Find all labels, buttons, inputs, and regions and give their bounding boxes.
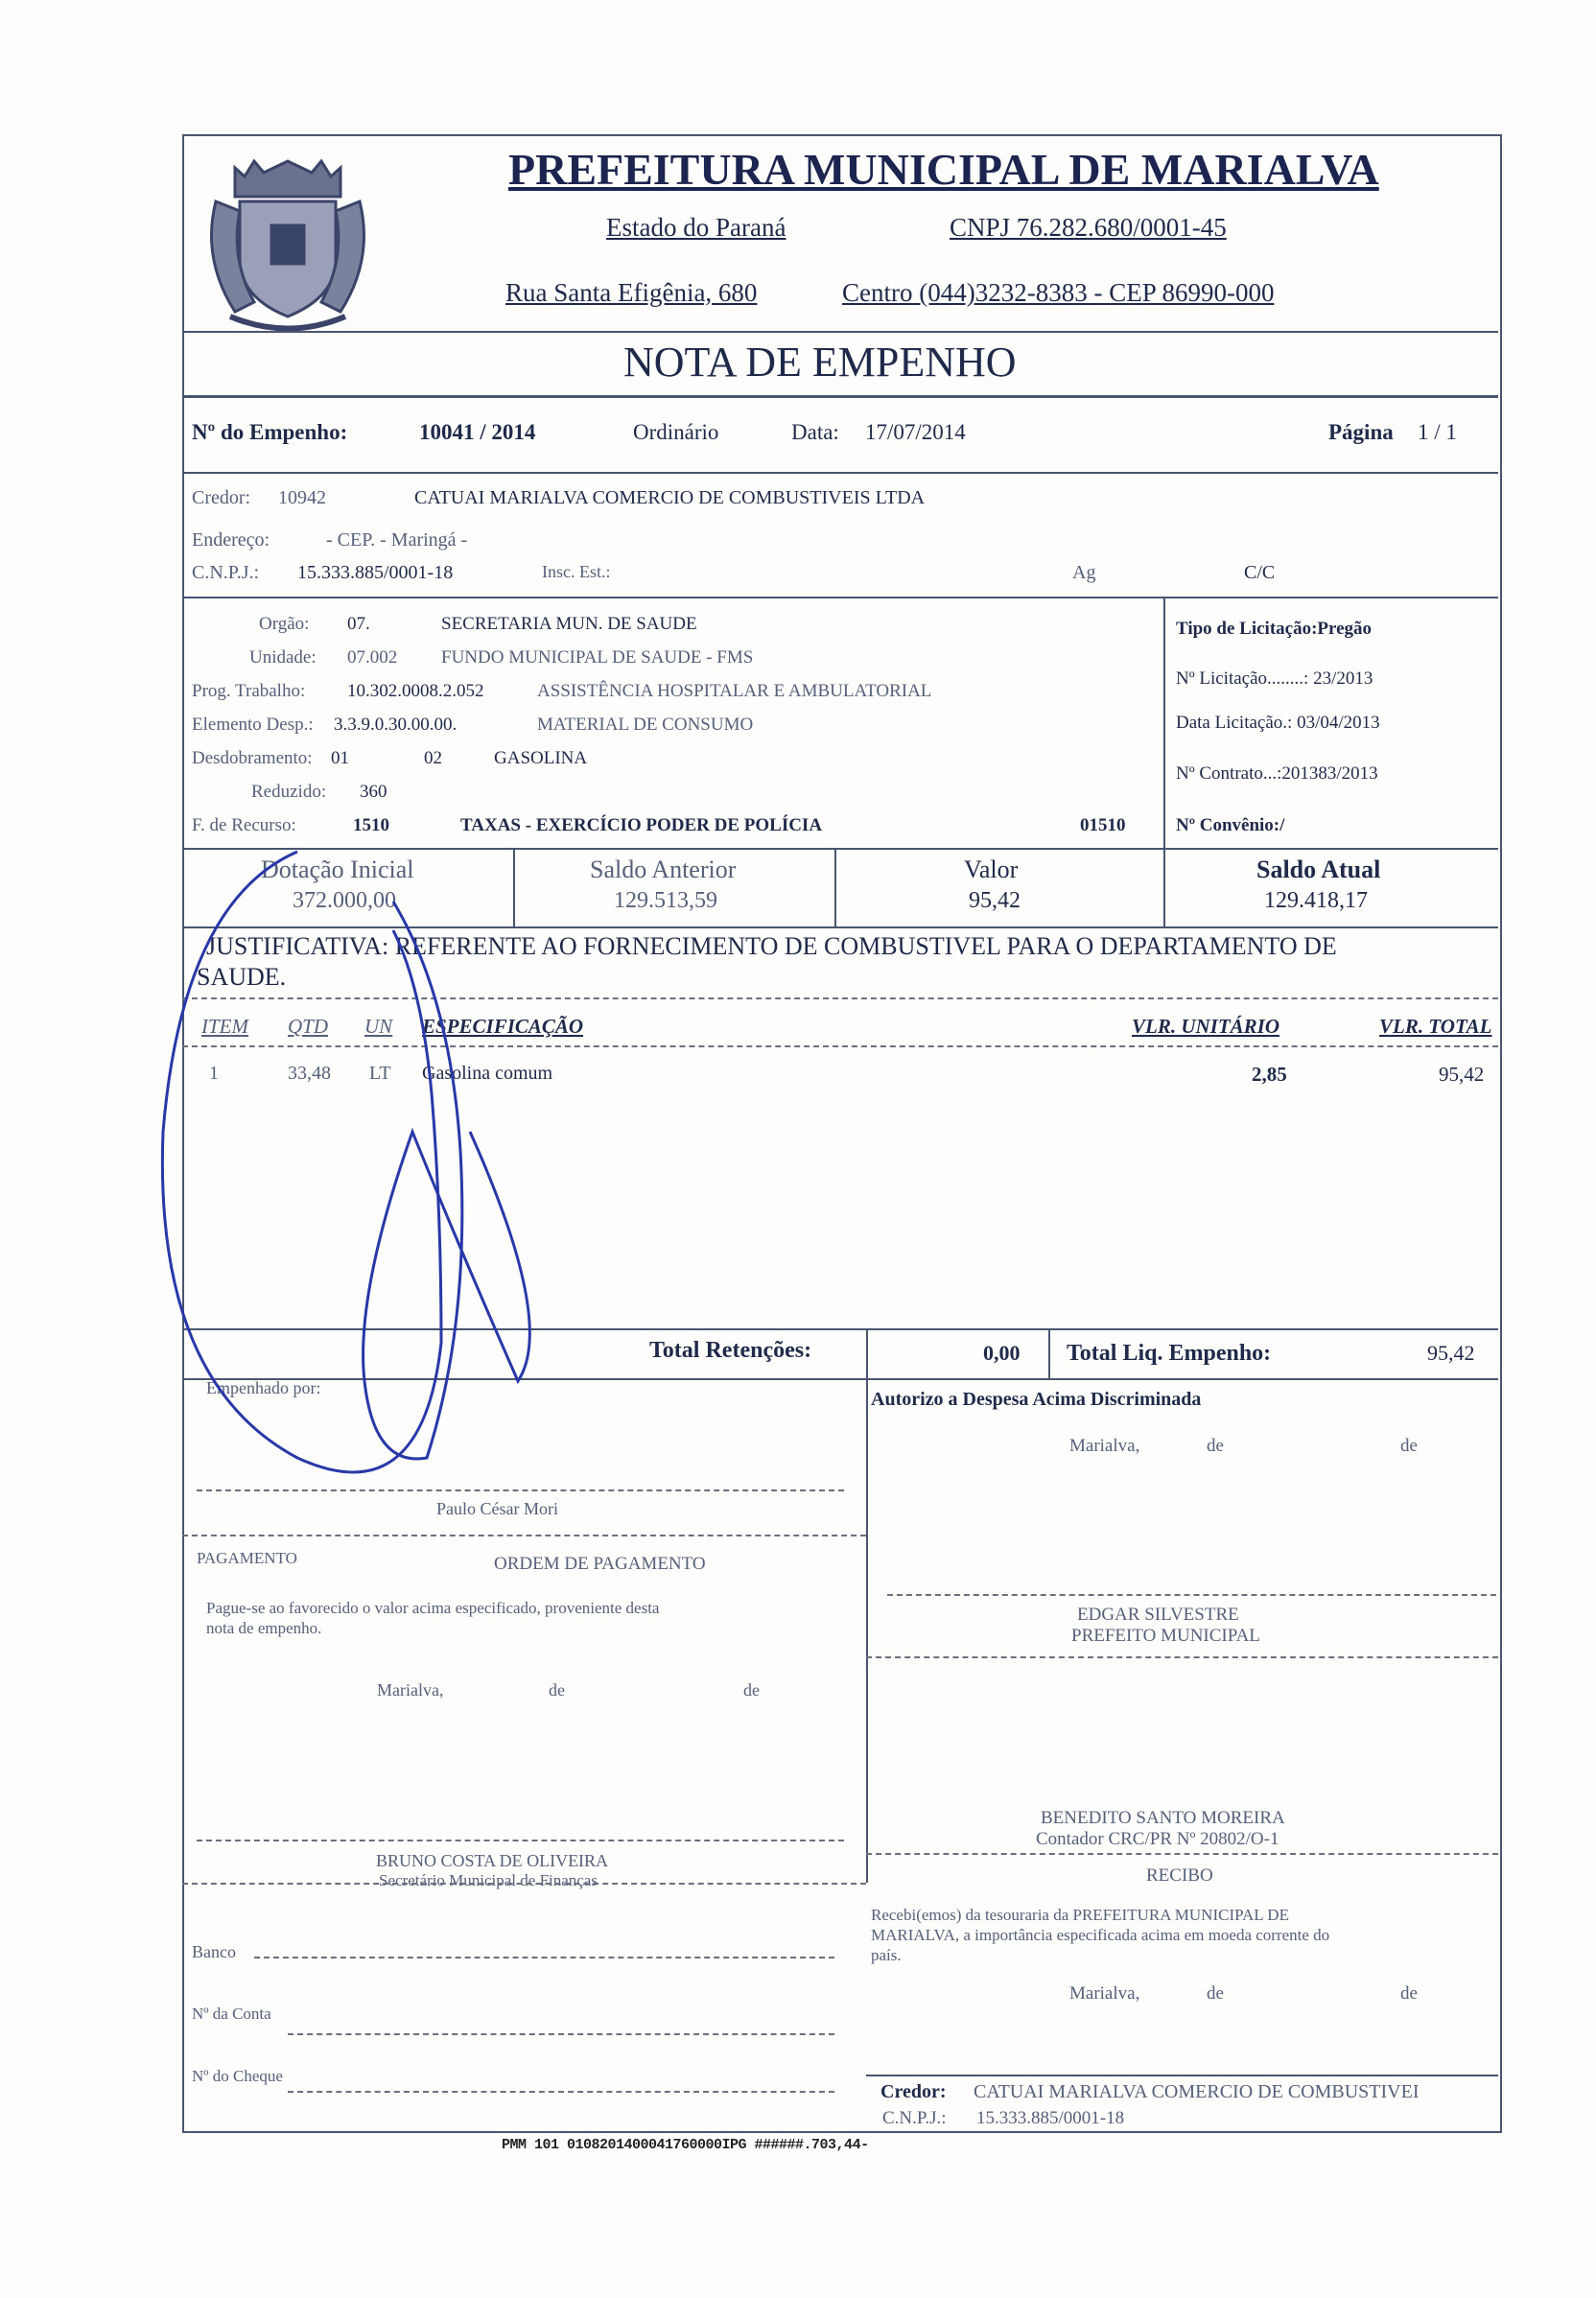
total-retencoes-value: 0,00	[983, 1341, 1021, 1365]
ordem-text-1: Pague-se ao favorecido o valor acima especificado, proveniente desta	[206, 1599, 660, 1617]
unidade-label: Unidade:	[249, 647, 317, 668]
valor-value: 95,42	[969, 888, 1021, 913]
table-row-item: 1	[209, 1063, 219, 1084]
ie-label: Insc. Est.:	[542, 562, 611, 581]
prefeito-title: PREFEITO MUNICIPAL	[1071, 1626, 1260, 1646]
credor-cnpj-label: C.N.P.J.:	[882, 2108, 947, 2128]
ordem-city: Marialva,	[377, 1680, 444, 1700]
col-un-header: UN	[364, 1015, 393, 1038]
credor-cnpj-value: 15.333.885/0001-18	[976, 2108, 1125, 2128]
table-row-desc: Gasolina comum	[422, 1063, 553, 1084]
fonte-code: 1510	[353, 815, 389, 835]
unidade-code: 07.002	[347, 647, 398, 668]
orgao-code: 07.	[347, 614, 370, 634]
contador-title: Contador CRC/PR Nº 20802/O-1	[1036, 1829, 1279, 1849]
page-title: PREFEITURA MUNICIPAL DE MARIALVA	[508, 145, 1379, 194]
page-label: Página	[1328, 420, 1394, 444]
desdobramento-code: 01	[331, 748, 349, 768]
reduzido-label: Reduzido:	[251, 782, 327, 802]
unidade-name: FUNDO MUNICIPAL DE SAUDE - FMS	[441, 647, 754, 668]
elemento-name: MATERIAL DE CONSUMO	[537, 715, 754, 735]
reduzido-value: 360	[360, 782, 387, 802]
table-row-un: LT	[369, 1063, 391, 1084]
saldo-anterior-value: 129.513,59	[614, 888, 717, 913]
dotacao-label: Dotação Inicial	[261, 856, 414, 883]
creditor-label: Credor:	[192, 487, 251, 508]
ordem-text-2: nota de empenho.	[206, 1619, 322, 1637]
saldo-atual-label: Saldo Atual	[1256, 856, 1381, 883]
autorizo-city: Marialva,	[1069, 1436, 1140, 1456]
address-field-value: - CEP. - Maringá -	[326, 529, 468, 551]
empenho-number: 10041 / 2014	[419, 420, 536, 444]
data-licitacao: Data Licitação.: 03/04/2013	[1176, 713, 1380, 733]
state-label: Estado do Paraná	[606, 213, 786, 242]
address-label: Rua Santa Efigênia, 680	[505, 278, 758, 307]
elemento-label: Elemento Desp.:	[192, 715, 314, 735]
total-liquido-label: Total Liq. Empenho:	[1067, 1341, 1272, 1366]
empenhado-name: Paulo César Mori	[436, 1499, 558, 1518]
credor-label: Credor:	[880, 2081, 947, 2102]
numero-convenio: Nº Convênio:/	[1176, 815, 1285, 835]
orgao-name: SECRETARIA MUN. DE SAUDE	[441, 614, 697, 634]
creditor-code: 10942	[278, 487, 326, 508]
creditor-cnpj-label: C.N.P.J.:	[192, 562, 260, 583]
empenho-kind: Ordinário	[633, 420, 719, 444]
table-row-total: 95,42	[1439, 1063, 1485, 1086]
recibo-text-3: país.	[871, 1946, 902, 1964]
desdobramento-name: GASOLINA	[494, 748, 588, 768]
coat-of-arms-icon	[197, 144, 379, 340]
banco-label: Banco	[192, 1942, 236, 1961]
desdobramento-sub: 02	[424, 748, 442, 768]
empenhado-label: Empenhado por:	[206, 1378, 321, 1397]
empenho-date: 17/07/2014	[865, 420, 966, 444]
pagamento-label: PAGAMENTO	[197, 1549, 297, 1567]
ordem-de-2: de	[743, 1680, 760, 1700]
tipo-licitacao: Tipo de Licitação:Pregão	[1176, 619, 1373, 639]
numero-contrato: Nº Contrato...:201383/2013	[1176, 763, 1378, 784]
credor-value: CATUAI MARIALVA COMERCIO DE COMBUSTIVEI	[974, 2081, 1420, 2102]
creditor-cnpj: 15.333.885/0001-18	[297, 562, 454, 583]
fonte-label: F. de Recurso:	[192, 815, 296, 835]
creditor-name: CATUAI MARIALVA COMERCIO DE COMBUSTIVEIS LTDA	[414, 487, 926, 508]
dotacao-value: 372.000,00	[293, 888, 396, 913]
pen-signature	[153, 844, 652, 1573]
recibo-label: RECIBO	[1146, 1865, 1213, 1886]
prog-name: ASSISTÊNCIA HOSPITALAR E AMBULATORIAL	[537, 681, 932, 701]
autorizo-de-1: de	[1207, 1436, 1224, 1456]
fonte-name: TAXAS - EXERCÍCIO PODER DE POLÍCIA	[460, 815, 823, 835]
table-row-unit: 2,85	[1252, 1063, 1287, 1086]
col-item-header: ITEM	[201, 1015, 248, 1038]
secretario-name: BRUNO COSTA DE OLIVEIRA	[376, 1851, 609, 1870]
orgao-label: Orgão:	[259, 614, 310, 634]
recibo-text-1: Recebi(emos) da tesouraria da PREFEITURA MUNICIPAL DE	[871, 1906, 1289, 1924]
recibo-de-1: de	[1207, 1983, 1224, 2004]
contador-name: BENEDITO SANTO MOREIRA	[1041, 1808, 1285, 1828]
account-label: C/C	[1244, 562, 1276, 583]
col-unit-header: VLR. UNITÁRIO	[1132, 1015, 1280, 1038]
valor-label: Valor	[964, 856, 1019, 883]
recibo-text-2: MARIALVA, a importância especificada acima em moeda corrente do	[871, 1926, 1330, 1944]
empenho-date-label: Data:	[791, 420, 839, 444]
col-qtd-header: QTD	[288, 1015, 329, 1038]
agency-label: Ag	[1072, 562, 1096, 583]
page-number: 1 / 1	[1418, 420, 1457, 444]
table-row-qtd: 33,48	[288, 1063, 331, 1084]
elemento-code: 3.3.9.0.30.00.00.	[334, 715, 458, 735]
barcode-text: PMM 101 0108201400041760000IPG ######.703,44-	[502, 2137, 869, 2153]
saldo-anterior-label: Saldo Anterior	[590, 856, 737, 883]
recibo-de-2: de	[1400, 1983, 1418, 2004]
ordem-pagamento-label: ORDEM DE PAGAMENTO	[494, 1554, 706, 1574]
address-field-label: Endereço:	[192, 529, 270, 551]
conta-label: Nº da Conta	[192, 2005, 271, 2023]
total-liquido-value: 95,42	[1427, 1341, 1475, 1365]
col-spec-header: ESPECIFICAÇÃO	[422, 1015, 584, 1038]
document-title: NOTA DE EMPENHO	[623, 339, 1017, 386]
fonte-extra: 01510	[1080, 815, 1126, 835]
empenho-number-label: Nº do Empenho:	[192, 420, 348, 444]
cheque-label: Nº do Cheque	[192, 2067, 283, 2085]
numero-licitacao: Nº Licitação........: 23/2013	[1176, 668, 1373, 689]
justificativa-line2: SAUDE.	[197, 963, 287, 991]
prog-code: 10.302.0008.2.052	[347, 681, 484, 701]
prog-label: Prog. Trabalho:	[192, 681, 306, 701]
total-retencoes-label: Total Retenções:	[649, 1338, 812, 1363]
desdobramento-label: Desdobramento:	[192, 748, 313, 768]
recibo-city: Marialva,	[1069, 1983, 1140, 2004]
ordem-de-1: de	[549, 1680, 565, 1700]
cnpj-label: CNPJ 76.282.680/0001-45	[950, 213, 1227, 242]
col-total-header: VLR. TOTAL	[1379, 1015, 1492, 1038]
autorizo-text: Autorizo a Despesa Acima Discriminada	[871, 1389, 1202, 1410]
justificativa-line1: JUSTIFICATIVA: REFERENTE AO FORNECIMENTO DE COMBUSTIVEL PARA O DEPARTAMENTO DE	[206, 932, 1337, 960]
prefeito-name: EDGAR SILVESTRE	[1077, 1605, 1239, 1625]
center-phone-cep: Centro (044)3232-8383 - CEP 86990-000	[842, 278, 1275, 307]
autorizo-de-2: de	[1400, 1436, 1418, 1456]
secretario-title: Secretário Municipal de Finanças	[379, 1871, 598, 1889]
saldo-atual-value: 129.418,17	[1264, 888, 1368, 913]
